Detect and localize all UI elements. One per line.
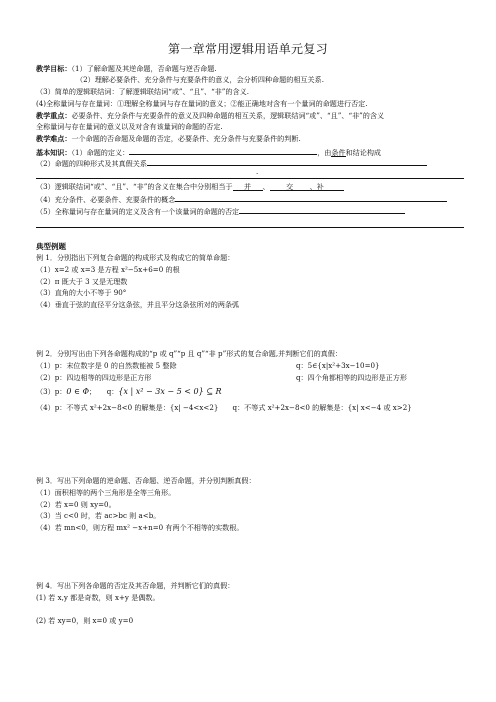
- difficulty-line: [36, 134, 464, 144]
- basics-label: 基本知识：: [36, 148, 72, 157]
- ex2-p3: （3）p：: [36, 387, 67, 396]
- ex3-head: 例 3．写出下列命题的逆命题、否命题、逆否命题，并分别判断真假：: [36, 476, 256, 485]
- ex2-p3-math: 0 ∈ Φ: [66, 387, 89, 396]
- difficulty-label: 教学难点：: [36, 134, 72, 143]
- basics-k1c: 条件: [331, 148, 346, 157]
- blank-four-forms: [147, 157, 427, 166]
- ex1-item-2: （2）π 既大于 3 又是无理数: [36, 277, 128, 286]
- basics-k3e: 、补: [310, 182, 344, 191]
- basics-k4: （4）充分条件、必要条件、充要条件的概念: [36, 195, 176, 204]
- basics-line-4: [36, 193, 464, 205]
- ex3-item-4: （4）若 mn<0，则方程 mx² −x+n=0 有两个不相等的实数根。: [36, 523, 244, 532]
- basics-k3c: 、: [262, 182, 270, 191]
- ex2-head: 例 2．分别写出由下列各命题构成的“p 或 q”“p 且 q”“非 p”形式的复合命题,并判断它们的真假：: [36, 349, 342, 358]
- basics-k2-dot: .: [256, 167, 259, 176]
- ex2-q3-label: ； q：: [89, 387, 119, 396]
- key-text-1: 必要条件、充分条件与充要条件的意义及四种命题的相互关系，逻辑联结词“或”、“且”、“非”的含义: [71, 111, 385, 120]
- blank-definition: [129, 146, 317, 155]
- ex2-p4: （4）p：不等式 x²+2x−8<0 的解集是：{x| −4<x<2} q：不等式 x²+2x−8<0 的解集是：{x| x<−4 或 x>2}: [36, 403, 412, 412]
- basics-k3a: （3）逻辑联结词“或”、“且”、“非”的含义在集合中分别相当于: [36, 182, 233, 191]
- key-line-1: [36, 111, 464, 121]
- blank-rule-2: [36, 227, 464, 228]
- key-text-2: 全称量词与存在量词的意义以及对含有该量词的命题的否定.: [36, 122, 223, 131]
- ex4-item-1: (1) 若 x,y 都是奇数，则 x+y 是偶数。: [36, 593, 160, 602]
- blank-conditions: [175, 193, 447, 202]
- page-title: 第一章常用逻辑用语单元复习: [168, 42, 328, 56]
- ex2-q2: q：四个角都相等的四边形是正方形: [296, 373, 407, 382]
- ex1-head: 例 1．分别指出下列复合命题的构成形式及构成它的简单命题：: [36, 253, 235, 262]
- ex1-item-4: （4）垂直于弦的直径平分这条弦，并且平分这条弦所对的两条弧: [36, 300, 240, 309]
- ex1-item-1: （1）x=2 或 x=3 是方程 x²−5x+6=0 的根: [36, 265, 180, 274]
- ex2-line-3: [36, 387, 464, 397]
- basics-line-2: [36, 157, 464, 169]
- basics-line-5: [36, 205, 464, 217]
- blank-rule-1: [36, 178, 464, 179]
- goal-3: （3）简单的逻辑联结词：了解逻辑联结词“或”、“且”、“非”的含义.: [36, 87, 249, 96]
- basics-line-3: [36, 182, 464, 192]
- ex2-q1: q：5∈{x|x²+3x−10=0}: [296, 361, 380, 370]
- blank-quantifiers: [239, 205, 405, 214]
- ex4-head: 例 4．写出下列各命题的否定及其否命题，并判断它们的真假：: [36, 581, 235, 590]
- ex2-p1: （1）p：末位数字是 0 的自然数能被 5 整除: [36, 361, 177, 370]
- difficulty-text: 一个命题的否命题及命题的否定，必要条件、充分条件与充要条件的判断.: [71, 134, 301, 143]
- basics-k1d: 和结论构成: [345, 148, 382, 157]
- ex2-p2: （2）p：四边相等的四边形是正方形: [36, 373, 152, 382]
- ex3-item-1: （1）面积相等的两个三角形是全等三角形。: [36, 488, 176, 497]
- goal-1: （1）了解命题及其逆命题，否命题与逆否命题.: [71, 64, 217, 73]
- basics-k5: （5）全称量词与存在量词的定义及含有一个该量词的命题的否定: [36, 207, 240, 216]
- goal-4: (4)全称量词与存在量词：①理解全称量词与存在量词的意义；②能正确地对含有一个量词的命题进行否定.: [36, 99, 368, 108]
- ex4-item-2: (2) 若 xy=0，则 x=0 或 y=0: [36, 616, 134, 625]
- ex1-item-3: （3）直角的大小不等于 90°: [36, 288, 127, 297]
- basics-k1b: ，由: [317, 148, 332, 157]
- basics-k2: （2）命题的四种形式及其真假关系: [36, 159, 147, 168]
- goals-label: 教学目标：: [36, 64, 72, 73]
- ex2-q3-math: {x | x² − 3x − 5 < 0} ⊆ R: [118, 387, 222, 396]
- ex3-item-3: （3）当 c<0 时，若 ac>bc 则 a<b。: [36, 511, 161, 520]
- basics-k1a: （1）命题的定义：: [71, 148, 130, 157]
- examples-heading: 典型例题: [36, 242, 66, 251]
- basics-k3b: 并: [233, 182, 263, 191]
- goal-2: （2）理解必要条件、充分条件与充要条件的意义，会分析四种命题的相互关系.: [76, 75, 324, 84]
- goals-line-1: [36, 64, 464, 74]
- ex3-item-2: （2）若 x=0 则 xy=0。: [36, 500, 116, 509]
- key-label: 教学重点：: [36, 111, 72, 120]
- basics-k3d: 交: [270, 182, 310, 191]
